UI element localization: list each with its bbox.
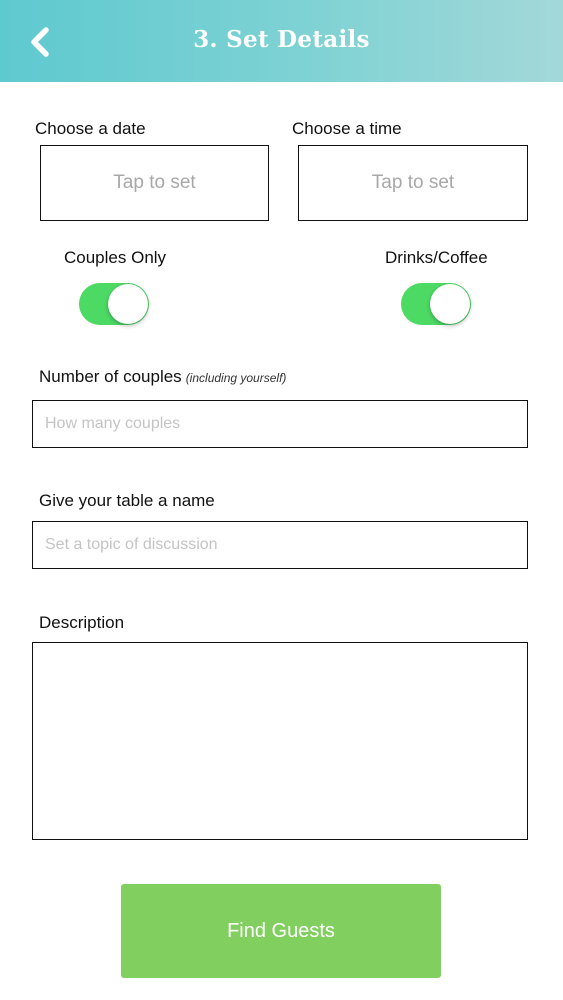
num-couples-field-box [32, 400, 528, 448]
num-couples-label [39, 367, 286, 387]
time-picker[interactable]: Tap to set [298, 145, 528, 221]
drinks-coffee-toggle[interactable] [401, 283, 471, 325]
header-bar [0, 0, 563, 82]
couples-only-label: Couples Only [64, 248, 167, 267]
table-name-label: Give your table a name [39, 491, 215, 510]
drinks-coffee-label: Drinks/Coffee [385, 248, 488, 267]
couples-only-toggle[interactable] [79, 283, 149, 325]
find-guests-button[interactable]: Find Guests [121, 884, 441, 978]
toggle-knob [108, 284, 148, 324]
time-label: Choose a time [292, 119, 402, 138]
toggle-knob [430, 284, 470, 324]
num-couples-note: (including yourself) [185, 371, 287, 385]
table-name-input[interactable] [33, 522, 527, 568]
description-field-box [32, 642, 528, 840]
description-label: Description [39, 613, 125, 632]
table-name-field-box [32, 521, 528, 569]
description-textarea[interactable] [33, 643, 527, 839]
page-title: 3. Set Details [193, 26, 370, 53]
date-picker[interactable]: Tap to set [40, 145, 269, 221]
date-label: Choose a date [35, 119, 146, 138]
num-couples-label-text: Number of couples [39, 367, 182, 386]
num-couples-input[interactable] [33, 401, 527, 447]
